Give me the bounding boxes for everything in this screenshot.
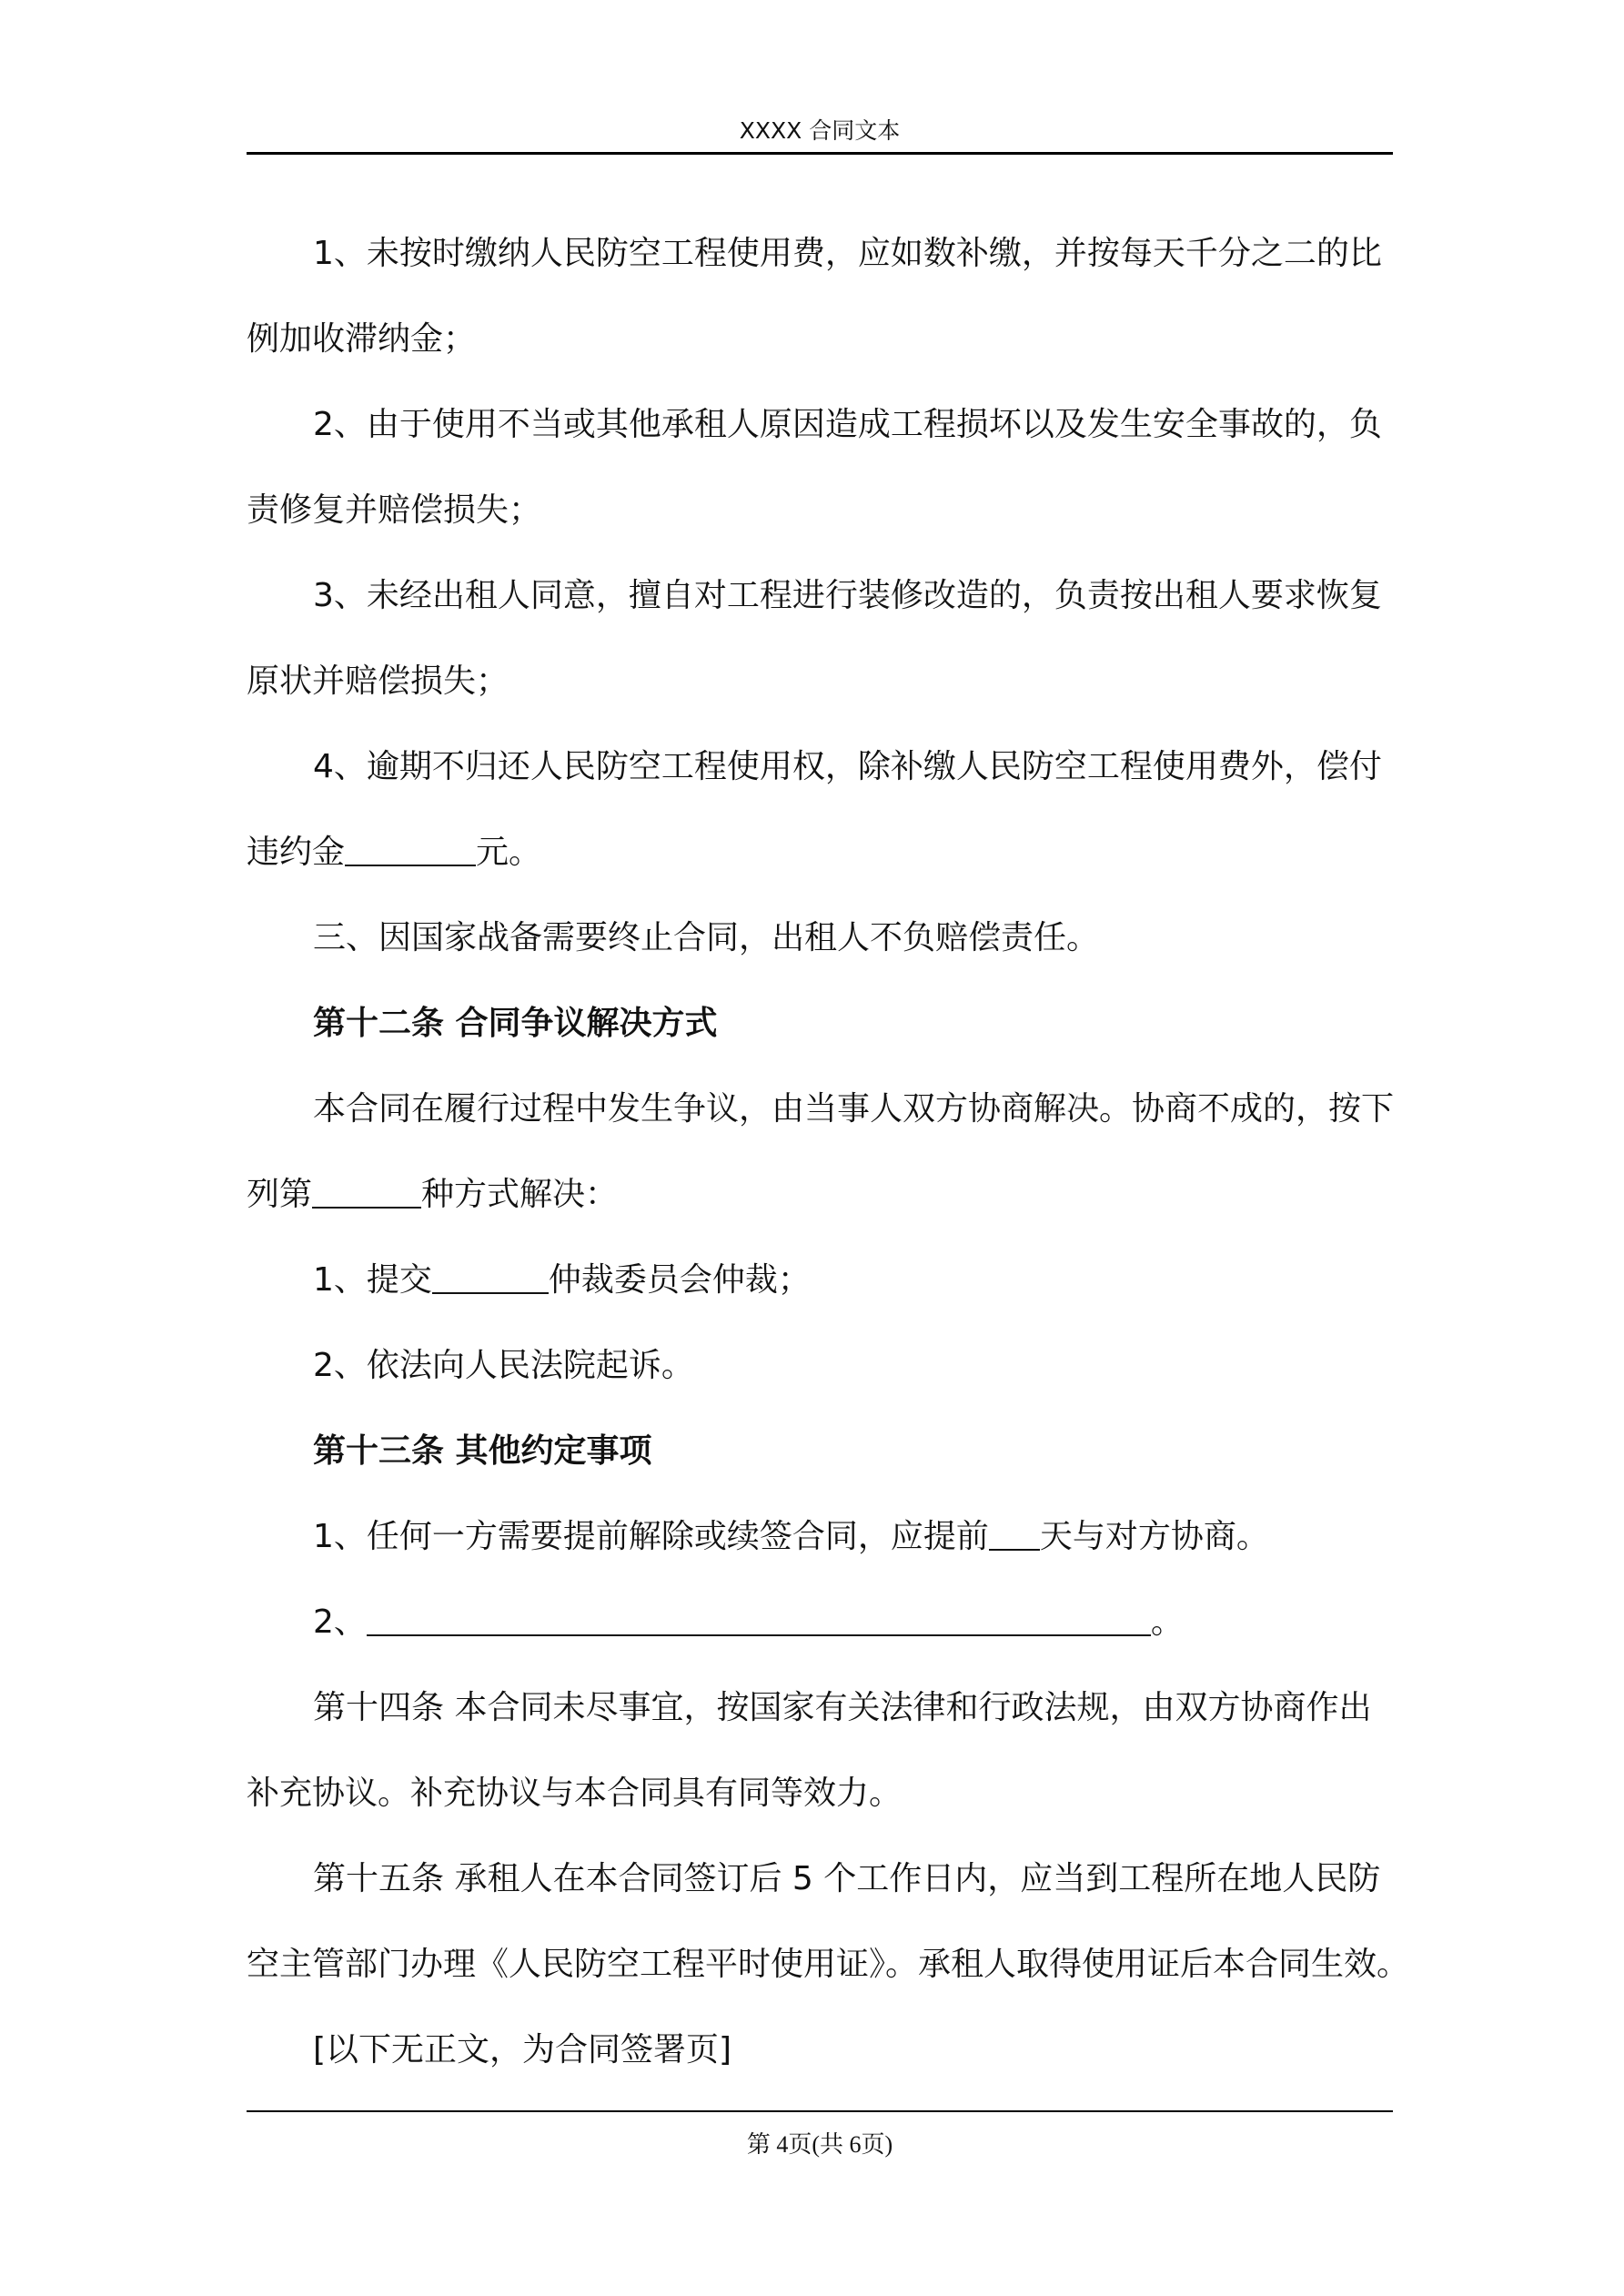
clause-item-4: 4、逾期不归还人民防空工程使用权，除补缴人民防空工程使用费外，偿付 — [313, 748, 1382, 785]
penalty-label: 违约金 — [247, 834, 346, 871]
dispute-paragraph-cont — [247, 1152, 1393, 1238]
page-number: 第 4页(共 6页) — [746, 2131, 893, 2158]
penalty-unit: 元。 — [476, 834, 542, 871]
clause-item-1-cont: 例加收滞纳金； — [247, 320, 477, 358]
page-header-title: XXXX 合同文本 — [739, 117, 901, 144]
clause-item-3-cont: 原状并赔偿损失； — [247, 663, 509, 700]
article-15-cont: 空主管部门办理《人民防空工程平时使用证》。承租人取得使用证后本合同生效。 — [247, 1946, 1410, 1983]
clause-three: 三、因国家战备需要终止合同，出租人不负赔偿责任。 — [313, 919, 1100, 956]
other-terms-blank[interactable] — [367, 1603, 1151, 1636]
method-suffix: 种方式解决： — [421, 1176, 619, 1213]
document-body — [247, 211, 1410, 2093]
end-of-text-note: [以下无正文，为合同签署页] — [313, 2031, 732, 2068]
other-terms-label: 2、 — [313, 1603, 367, 1641]
termination-label: 1、任何一方需要提前解除或续签合同，应提前 — [313, 1518, 989, 1555]
method-label: 列第 — [247, 1176, 313, 1213]
article-14-cont: 补充协议。补充协议与本合同具有同等效力。 — [247, 1775, 903, 1812]
other-terms-item — [247, 1580, 1393, 1665]
arbitration-label: 1、提交 — [313, 1261, 432, 1299]
header-divider — [247, 152, 1393, 155]
clause-item-2: 2、由于使用不当或其他承租人原因造成工程损坏以及发生安全事故的，负 — [313, 406, 1382, 443]
article-15: 第十五条 承租人在本合同签订后 5 个工作日内，应当到工程所在地人民防 — [313, 1860, 1381, 1897]
article-14: 第十四条 本合同未尽事宜，按国家有关法律和行政法规，由双方协商作出 — [313, 1689, 1372, 1726]
article-13-heading: 第十三条 其他约定事项 — [313, 1432, 652, 1470]
arbitration-committee-blank[interactable] — [432, 1261, 549, 1294]
notice-days-blank[interactable] — [989, 1518, 1040, 1551]
termination-suffix: 天与对方协商。 — [1039, 1518, 1269, 1555]
clause-item-2-cont: 责修复并赔偿损失； — [247, 491, 542, 529]
litigation-item: 2、依法向人民法院起诉。 — [313, 1347, 694, 1384]
clause-item-4-cont — [247, 810, 1393, 895]
footer-divider — [247, 2110, 1393, 2112]
article-12-heading: 第十二条 合同争议解决方式 — [313, 1005, 718, 1042]
clause-item-3: 3、未经出租人同意，擅自对工程进行装修改造的，负责按出租人要求恢复 — [313, 577, 1382, 614]
other-terms-period: 。 — [1150, 1603, 1184, 1641]
termination-notice-item — [247, 1494, 1393, 1580]
clause-item-1: 1、未按时缴纳人民防空工程使用费，应如数补缴，并按每天千分之二的比 — [313, 235, 1382, 272]
arbitration-item — [247, 1238, 1393, 1323]
method-number-blank[interactable] — [312, 1176, 421, 1209]
arbitration-suffix: 仲裁委员会仲裁； — [548, 1261, 811, 1299]
dispute-paragraph: 本合同在履行过程中发生争议，由当事人双方协商解决。协商不成的，按下 — [313, 1090, 1395, 1128]
penalty-amount-blank[interactable] — [345, 834, 476, 866]
